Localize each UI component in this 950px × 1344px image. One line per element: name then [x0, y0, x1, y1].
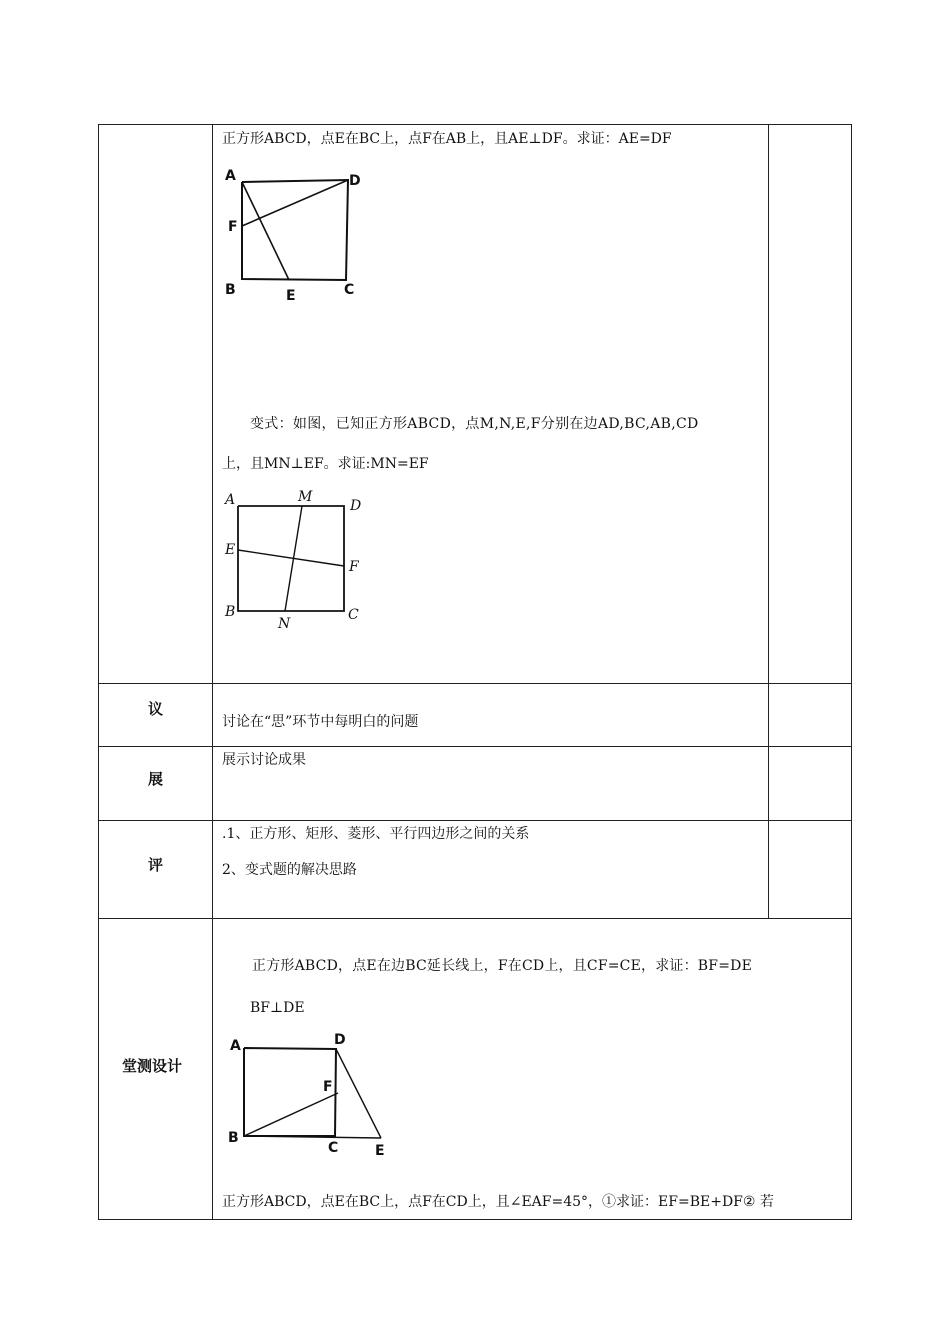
label-A: A — [225, 168, 236, 184]
figure-square-3 — [226, 1030, 396, 1160]
column-divider — [768, 124, 769, 919]
variant-text-line2: 上，且MN⊥EF。求证:MN=EF — [222, 456, 429, 472]
problem-text: 正方形ABCD，点E在BC上，点F在AB上，且AE⊥DF。求证：AE=DF — [222, 131, 672, 147]
label-N: N — [278, 616, 291, 632]
label-D: D — [334, 1032, 346, 1048]
table-border-left — [98, 124, 99, 1220]
label-F: F — [228, 219, 238, 235]
label-D: D — [349, 173, 361, 189]
label-B: B — [225, 282, 236, 298]
label-F: F — [323, 1079, 333, 1095]
label-A: A — [230, 1038, 241, 1054]
row-label-test-design: 堂测设计 — [122, 1057, 183, 1075]
test-text-line1: 正方形ABCD，点E在边BC延长线上，F在CD上，且CF=CE，求证：BF=DE — [252, 958, 752, 974]
row-label-show: 展 — [148, 770, 164, 788]
figure-square-2 — [222, 486, 372, 636]
row-label-discuss: 议 — [148, 700, 164, 718]
label-B: B — [228, 1130, 239, 1146]
label-C: C — [344, 282, 355, 298]
row-label-evaluate: 评 — [148, 856, 164, 874]
lesson-table — [98, 124, 852, 1220]
label-B: B — [225, 604, 236, 620]
show-text: 展示讨论成果 — [222, 752, 306, 768]
label-C: C — [328, 1140, 339, 1156]
evaluate-line1: .1、正方形、矩形、菱形、平行四边形之间的关系 — [222, 826, 530, 842]
label-D: D — [350, 498, 362, 514]
test-text-line2: BF⊥DE — [250, 1000, 305, 1016]
test-text-line3: 正方形ABCD，点E在BC上，点F在CD上，且∠EAF=45°，①求证：EF=BE+DF② 若 — [222, 1194, 774, 1210]
label-F: F — [349, 559, 359, 575]
label-M: M — [298, 489, 313, 505]
variant-text-line1: 变式：如图，已知正方形ABCD，点M,N,E,F分别在边AD,BC,AB,CD — [250, 416, 699, 432]
table-border-right — [851, 124, 852, 1220]
label-E: E — [286, 288, 296, 304]
label-E: E — [375, 1143, 385, 1159]
discuss-text: 讨论在“思”环节中每明白的问题 — [222, 714, 419, 730]
label-A: A — [225, 492, 236, 508]
label-C: C — [348, 607, 359, 623]
label-E: E — [225, 542, 236, 558]
figure-square-1 — [222, 164, 362, 304]
column-divider — [212, 124, 213, 1220]
evaluate-line2: 2、变式题的解决思路 — [222, 862, 357, 878]
